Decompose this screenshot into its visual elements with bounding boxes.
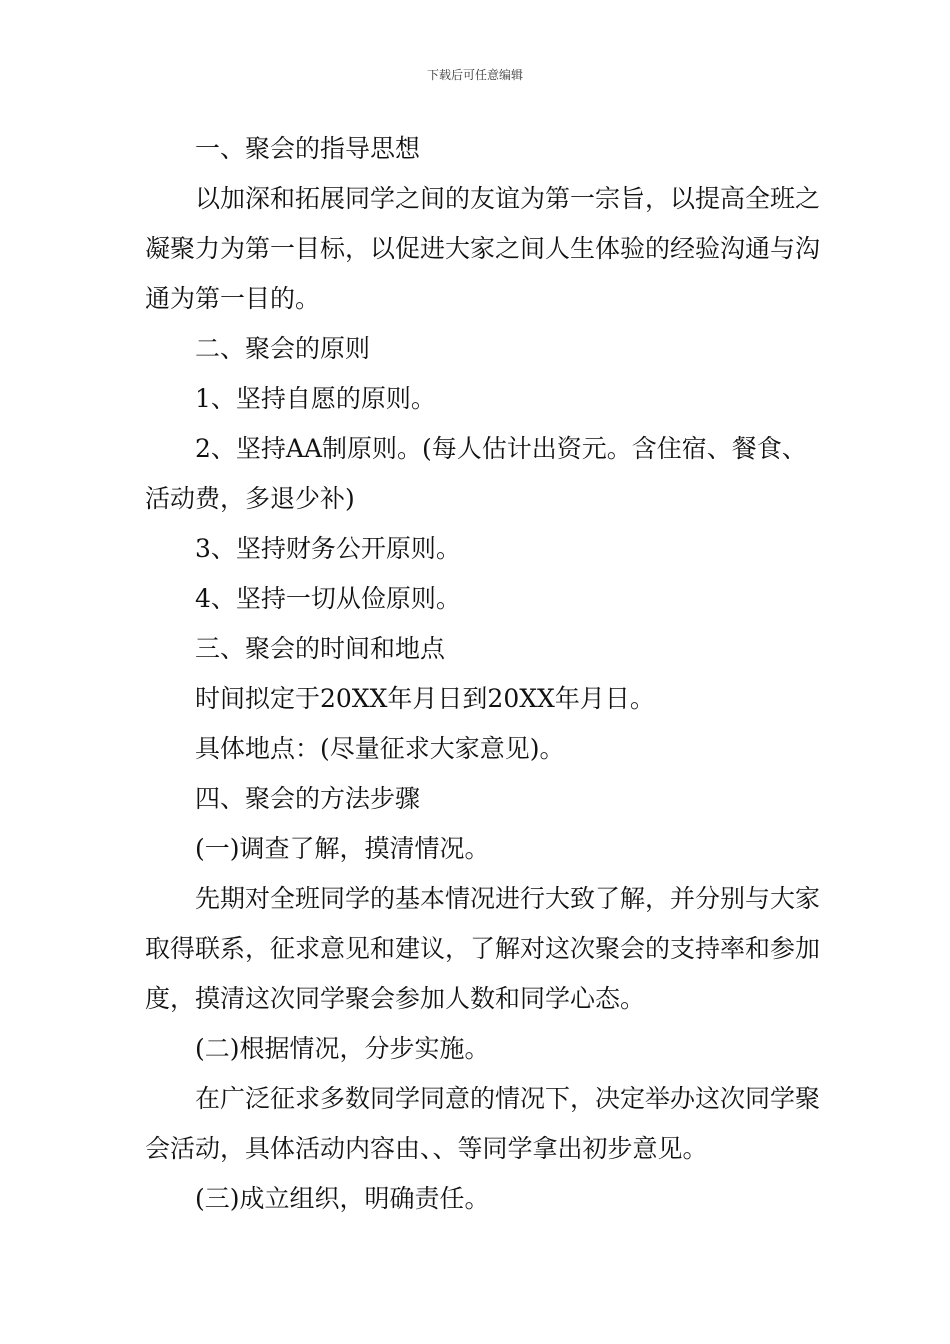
section-heading: 四、聚会的方法步骤: [195, 784, 421, 813]
paragraph: 具体地点：(尽量征求大家意见)。: [195, 734, 565, 763]
section-heading: 一、聚会的指导思想: [195, 134, 421, 163]
paragraph: 在广泛征求多数同学同意的情况下，决定举办这次同学聚会活动，具体活动内容由、、等同学拿出初步意见。: [145, 1084, 821, 1163]
section-heading: 二、聚会的原则: [195, 334, 371, 363]
list-item: 4、坚持一切从俭原则。: [195, 584, 461, 613]
paragraph: 以加深和拓展同学之间的友谊为第一宗旨，以提高全班之凝聚力为第一目标，以促进大家之间人生体验的经验沟通与沟通为第一目的。: [145, 184, 821, 313]
paragraph: 时间拟定于20XX年月日到20XX年月日。: [195, 684, 655, 713]
page-header: 下载后可任意编辑: [426, 68, 523, 82]
document-body: [145, 124, 825, 1224]
paragraph: 先期对全班同学的基本情况进行大致了解，并分别与大家取得联系，征求意见和建议，了解对这次聚会的支持率和参加度，摸清这次同学聚会参加人数和同学心态。: [145, 884, 821, 1013]
subsection-heading: (三)成立组织，明确责任。: [195, 1184, 490, 1213]
list-item: 2、坚持AA制原则。(每人估计出资元。含住宿、餐食、活动费，多退少补): [145, 434, 807, 513]
subsection-heading: (一)调查了解，摸清情况。: [195, 834, 490, 863]
section-heading: 三、聚会的时间和地点: [195, 634, 446, 663]
list-item: 1、坚持自愿的原则。: [195, 384, 436, 413]
subsection-heading: (二)根据情况，分步实施。: [195, 1034, 490, 1063]
list-item: 3、坚持财务公开原则。: [195, 534, 461, 563]
